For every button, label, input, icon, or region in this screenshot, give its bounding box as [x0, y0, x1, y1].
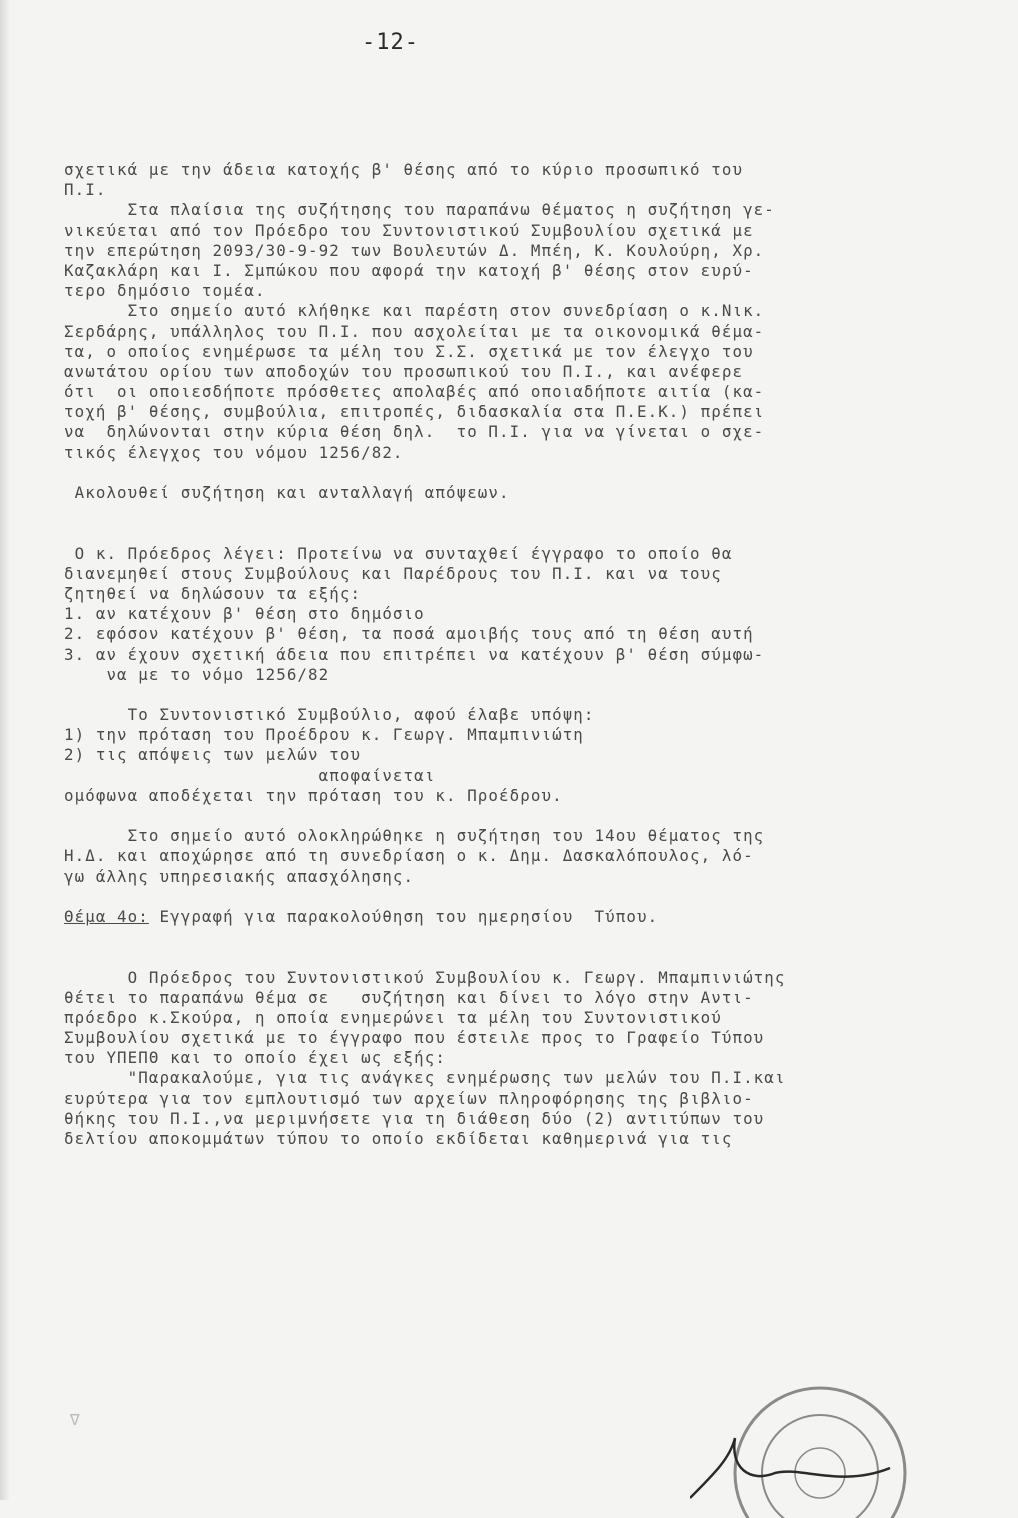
text-line: Π.Ι. — [64, 180, 107, 200]
signature — [690, 1438, 890, 1498]
text-line: τικός έλεγχος του νόμου 1256/82. — [64, 442, 404, 462]
text-line: Σερδάρης, υπάλληλος του Π.Ι. που ασχολείται με τα οικονομικά θέμα- — [64, 321, 765, 341]
text-line: τα, ο οποίος ενημέρωσε τα μέλη του Σ.Σ. σχετικά με τον έλεγχο του — [64, 341, 754, 361]
document-body — [64, 160, 944, 1149]
text-line: πρόεδρο κ.Σκούρα, η οποία ενημερώνει τα μέλη του Συντονιστικού — [64, 1007, 722, 1027]
page-edge-shadow — [0, 0, 10, 1500]
text-line: αποφαίνεται — [64, 765, 436, 785]
text-line: να με το νόμο 1256/82 — [64, 664, 330, 684]
text-line: Συμβουλίου σχετικά με το έγγραφο που έστειλε προς το Γραφείο Τύπου — [64, 1028, 765, 1048]
heading-label: Θέμα 4ο: — [64, 906, 149, 926]
section-heading — [64, 907, 944, 927]
text-line: ζητηθεί να δηλώσουν τα εξής: — [64, 583, 362, 603]
text-line: γω άλλης υπηρεσιακής απασχόλησης. — [64, 866, 415, 886]
text-line: Ακολουθεί συζήτηση και ανταλλαγή απόψεων. — [64, 483, 510, 502]
text-line: Καζακλάρη και Ι. Σμπώκου που αφορά την κατοχή β' θέσης στον ευρύ- — [64, 260, 754, 280]
text-line — [64, 685, 944, 705]
text-line: 1. αν κατέχουν β' θέση στο δημόσιο — [64, 604, 425, 624]
text-line: τερο δημόσιο τομέα. — [64, 281, 266, 301]
text-line: ευρύτερα για τον εμπλουτισμό των αρχείων πληροφόρησης της βιβλιο- — [64, 1088, 754, 1108]
text-line: δελτίου αποκομμάτων τύπου το οποίο εκδίδεται καθημερινά για τις — [64, 1129, 733, 1148]
heading-text: Εγγραφή για παρακολούθηση του ημερησίου Τύπου. — [148, 906, 659, 926]
margin-mark: ∇ — [70, 1410, 80, 1429]
page-number: -12- — [362, 30, 419, 55]
text-line: ανωτάτου ορίου των αποδοχών του προσωπικού του Π.Ι., και ανέφερε — [64, 361, 744, 381]
text-line — [64, 947, 944, 967]
text-line: 2. εφόσον κατέχουν β' θέση, τα ποσά αμοιβής τους από τη θέση αυτή — [64, 624, 754, 644]
text-line: ότι οι οποιεσδήποτε πρόσθετες απολαβές από οποιαδήποτε αιτία (κα- — [64, 382, 765, 402]
text-line: τοχή β' θέσης, συμβούλια, επιτροπές, διδασκαλία στα Π.Ε.Κ.) πρέπει — [64, 402, 765, 422]
text-line: Το Συντονιστικό Συμβούλιο, αφού έλαβε υπόψη: — [64, 705, 595, 725]
text-line: "Παρακαλούμε, για τις ανάγκες ενημέρωσης των μελών του Π.Ι.και — [64, 1068, 786, 1088]
text-line: νικεύεται από τον Πρόεδρο του Συντονιστικού Συμβουλίου σχετικά με — [64, 220, 754, 240]
text-line: ομόφωνα αποδέχεται την πρόταση του κ. Προέδρου. — [64, 785, 563, 805]
text-line — [64, 523, 944, 543]
text-line: Στο σημείο αυτό ολοκληρώθηκε η συζήτηση του 14ου θέματος της — [64, 826, 765, 846]
text-line — [64, 463, 944, 483]
text-line: του ΥΠΕΠΘ και το οποίο έχει ως εξής: — [64, 1048, 446, 1068]
text-line: Η.Δ. και αποχώρησε από τη συνεδρίαση ο κ. Δημ. Δασκαλόπουλος, λό- — [64, 846, 754, 866]
text-line: Ο κ. Πρόεδρος λέγει: Προτείνω να συνταχθεί έγγραφο το οποίο θα — [64, 543, 733, 563]
text-line: 1) την πρόταση του Προέδρου κ. Γεωργ. Μπαμπινιώτη — [64, 725, 584, 745]
official-stamp — [690, 1378, 930, 1518]
text-line: θήκης του Π.Ι.,να μεριμνήσετε για τη διάθεση δύο (2) αντιτύπων του — [64, 1108, 765, 1128]
text-line: θέτει το παραπάνω θέμα σε συζήτηση και δίνει το λόγο στην Αντι- — [64, 987, 754, 1007]
text-line: Στα πλαίσια της συζήτησης του παραπάνω θέματος η συζήτηση γε- — [64, 200, 775, 220]
text-line — [64, 887, 944, 907]
text-line: 2) τις απόψεις των μελών του — [64, 745, 362, 765]
text-line — [64, 503, 944, 523]
text-line — [64, 927, 944, 947]
text-line: 3. αν έχουν σχετική άδεια που επιτρέπει να κατέχουν β' θέση σύμφω- — [64, 644, 765, 664]
text-line: Στο σημείο αυτό κλήθηκε και παρέστη στον συνεδρίαση ο κ.Νικ. — [64, 301, 765, 321]
text-line: Ο Πρόεδρος του Συντονιστικού Συμβουλίου κ. Γεωργ. Μπαμπινιώτης — [64, 967, 786, 987]
stamp-seal — [735, 1388, 905, 1518]
text-line: την επερώτηση 2093/30-9-92 των Βουλευτών Δ. Μπέη, Κ. Κουλούρη, Χρ. — [64, 240, 765, 260]
text-line — [64, 806, 944, 826]
text-line: σχετικά με την άδεια κατοχής β' θέσης από το κύριο προσωπικό του — [64, 160, 744, 179]
text-line: να δηλώνονται στην κύρια θέση δηλ. το Π.Ι. για να γίνεται ο σχε- — [64, 422, 765, 442]
text-line: διανεμηθεί στους Συμβούλους και Παρέδρους του Π.Ι. και να τους — [64, 563, 722, 583]
